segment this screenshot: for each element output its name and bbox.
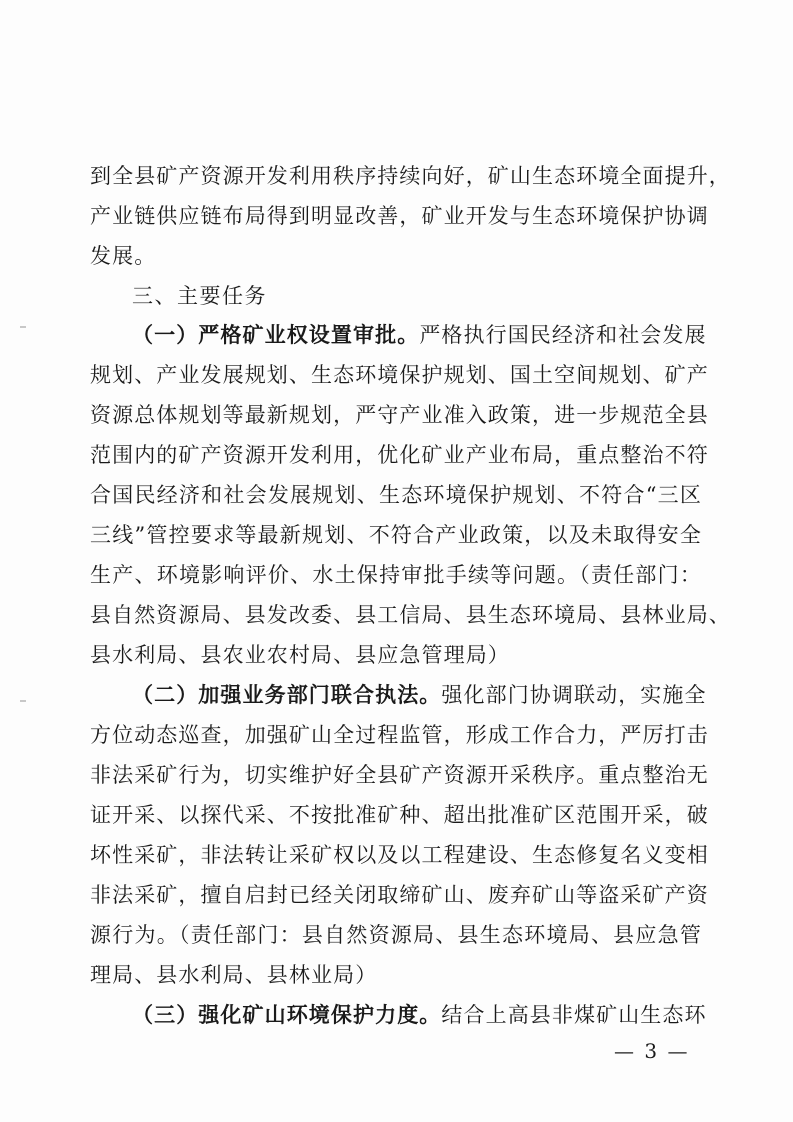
paragraph-line: 县水利局、县农业农村局、县应急管理局） [90, 643, 510, 667]
item-text: 结合上高县非煤矿山生态环 [441, 1003, 707, 1027]
paragraph-line: 规划、产业发展规划、生态环境保护规划、国土空间规划、矿产 [90, 363, 709, 387]
paragraph-line: 三线”管控要求等最新规划、不符合产业政策，以及未取得安全 [90, 523, 702, 547]
item-title: （一）严格矿业权设置审批。 [132, 322, 420, 347]
paragraph-line: 坏性采矿，非法转让采矿权以及以工程建设、生态修复名义变相 [90, 843, 709, 867]
paragraph-line: 范围内的矿产资源开发利用，优化矿业产业布局，重点整治不符 [90, 443, 709, 467]
paragraph-line: 方位动态巡查，加强矿山全过程监管，形成工作合力，严厉打击 [90, 723, 709, 747]
item-title: （三）强化矿山环境保护力度。 [132, 1002, 442, 1027]
paragraph-line: 生产、环境影响评价、水土保持审批手续等问题。（责任部门： [90, 563, 702, 587]
item-title: （二）加强业务部门联合执法。 [132, 682, 442, 707]
paragraph-line: 理局、县水利局、县林业局） [90, 963, 378, 987]
scan-margin-mark [20, 700, 26, 702]
paragraph-line: 合国民经济和社会发展规划、生态环境保护规划、不符合“三区 [90, 483, 702, 507]
paragraph-line: 县自然资源局、县发改委、县工信局、县生态环境局、县林业局、 [90, 603, 731, 627]
page-number: — 3 — [614, 1039, 690, 1063]
item-text: 严格执行国民经济和社会发展 [419, 323, 707, 347]
paragraph-line: 非法采矿，擅自启封已经关闭取缔矿山、废弃矿山等盗采矿产资 [90, 883, 709, 907]
item-first-line [90, 1000, 707, 1030]
paragraph-line: 资源总体规划等最新规划，严守产业准入政策，进一步规范全县 [90, 403, 709, 427]
paragraph-line: 源行为。（责任部门：县自然资源局、县生态环境局、县应急管 [90, 923, 702, 947]
paragraph-line: 发展。 [90, 244, 157, 268]
paragraph-line: 非法采矿行为，切实维护好全县矿产资源开采秩序。重点整治无 [90, 763, 709, 787]
item-first-line [90, 680, 707, 710]
item-first-line [90, 320, 707, 350]
scan-margin-mark [20, 326, 26, 328]
paragraph-line: 到全县矿产资源开发利用秩序持续向好，矿山生态环境全面提升， [90, 164, 731, 188]
section-heading: 三、主要任务 [132, 284, 267, 308]
item-text: 强化部门协调联动，实施全 [441, 683, 707, 707]
paragraph-line: 产业链供应链布局得到明显改善，矿业开发与生态环境保护协调 [90, 204, 709, 228]
paragraph-line: 证开采、以探代采、不按批准矿种、超出批准矿区范围开采，破 [90, 803, 709, 827]
